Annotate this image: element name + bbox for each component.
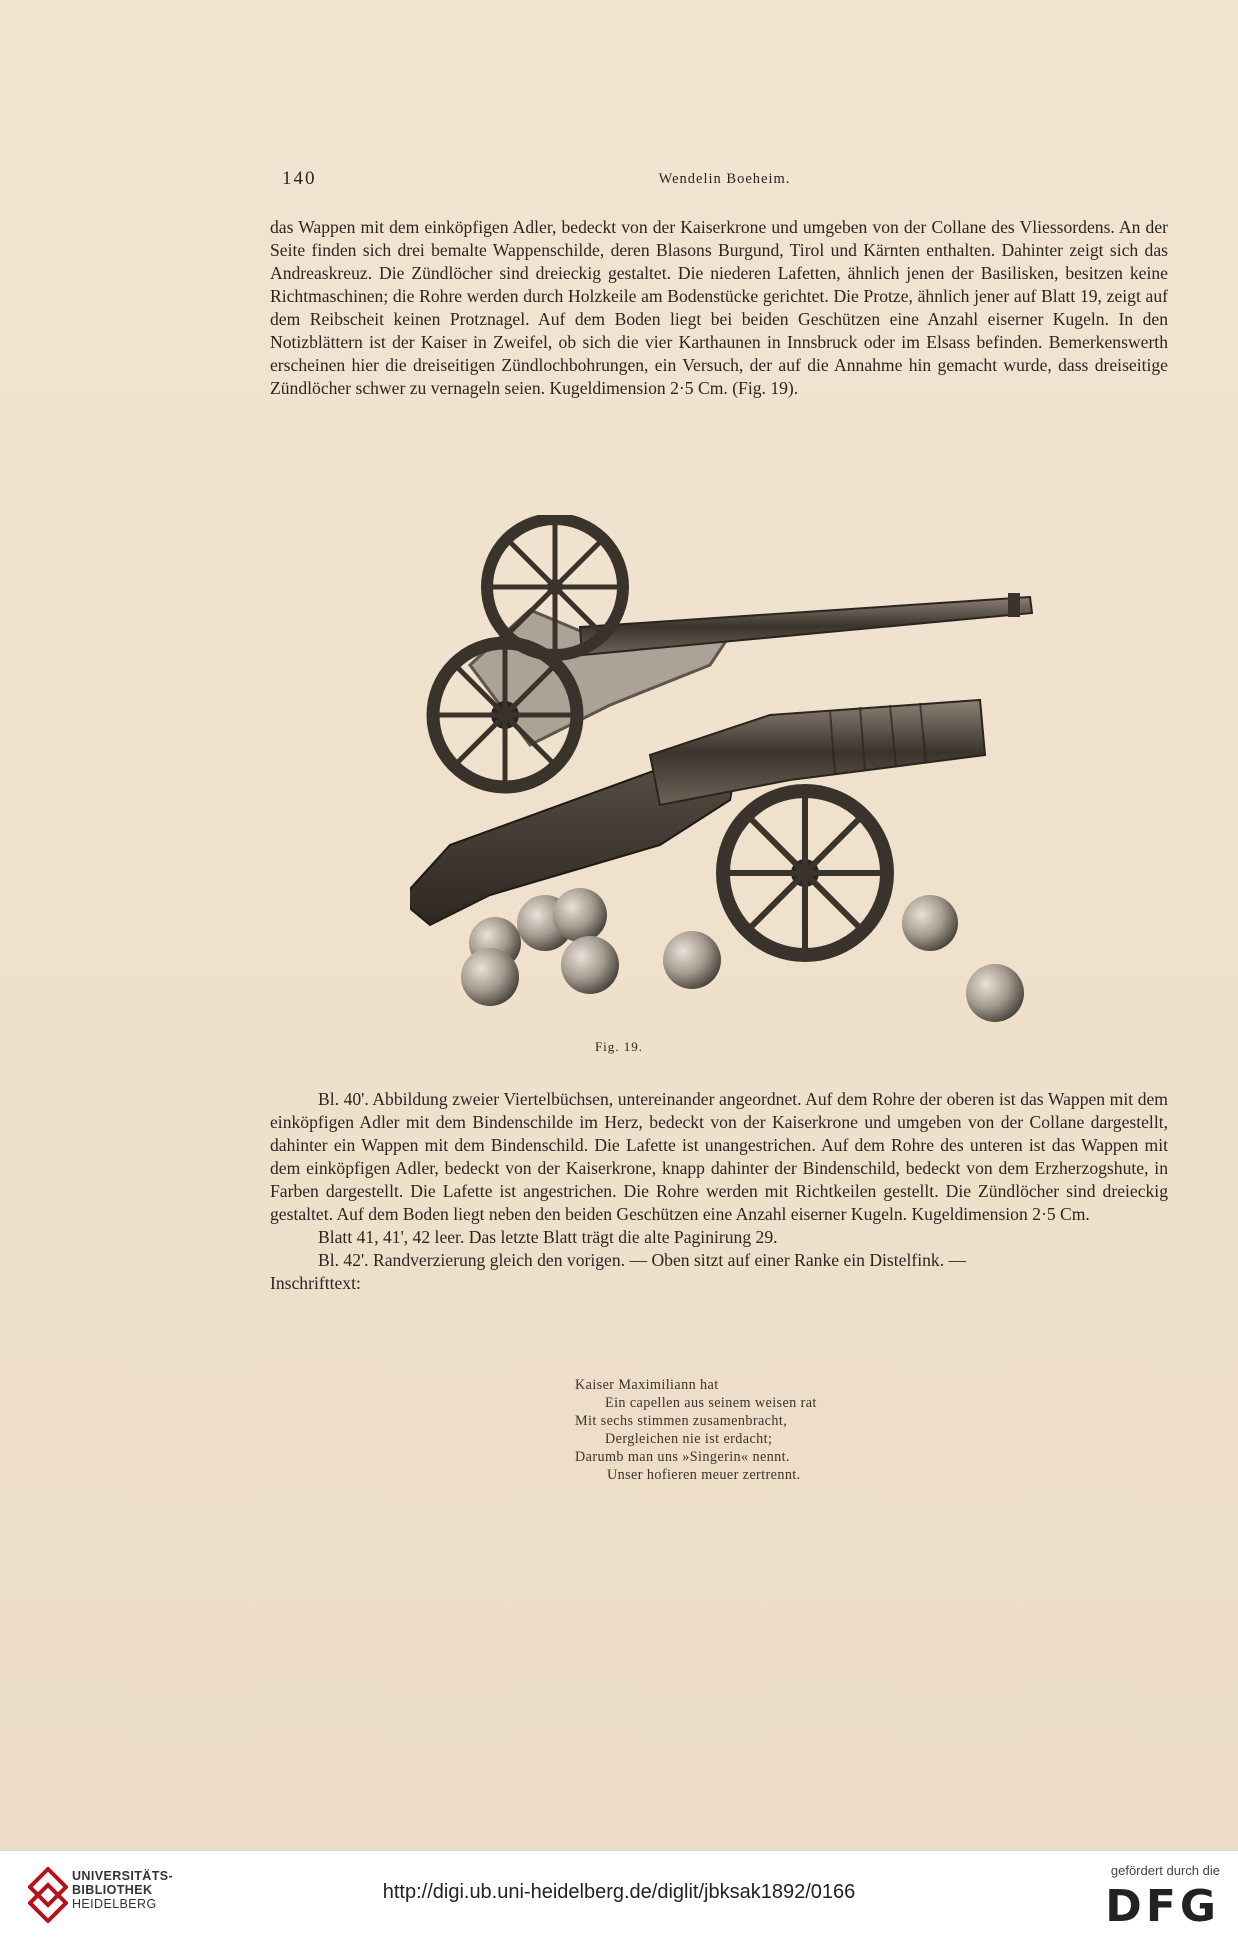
poem-line-5: Darumb man uns »Singerin« nennt.: [575, 1449, 790, 1465]
poem-line-6: Unser hofieren meuer zertrennt.: [607, 1467, 801, 1483]
library-line-1: UNIVERSITÄTS-: [72, 1869, 174, 1883]
figure-19-illustration: [410, 515, 1040, 1035]
poem-line-3: Mit sechs stimmen zusamenbracht,: [575, 1413, 788, 1429]
paragraph-1-text: das Wappen mit dem einköpfigen Adler, bedeckt von der Kaiserkrone und umgeben von der Collane des Vliessordens. An der Seite finden sich drei bemalte Wappenschilde, deren Blasons Burgund, Tirol und Kärnten enthalten. Dahinter zeigt sich das Andreaskreuz. Die Zündlöcher sind dreieckig gestaltet. Die niederen Lafetten, ähnlich jenen der Basilisken, besitzen keine Richtmaschinen; die Rohre werden durch Holzkeile am Bodenstücke gerichtet. Die Protze, ähnlich jener auf Blatt 19, zeigt auf dem Reibscheit keinen Protznagel. Auf dem Boden liegt bei beiden Geschützen eine Anzahl eiserner Kugeln. In den Notizblättern ist der Kaiser in Zweifel, ob sich die vier Karthaunen in Innsbruck oder im Elsass befinden. Bemerkenswerth erscheinen hier die dreiseitigen Zündlochbohrungen, ein Versuch, der auf die Annahme hin gemacht wurde, dass dreiseitige Zündlöcher schwer zu vernageln seien. Kugeldimension 2·5 Cm. (Fig. 19).: [270, 217, 1168, 398]
upper-front-wheel: [433, 643, 577, 787]
upper-barrel: [580, 597, 1032, 655]
library-line-2: BIBLIOTHEK: [72, 1883, 153, 1897]
bl-42-line: Bl. 42'. Randverzierung gleich den vorigen. — Oben sitzt auf einer Ranke ein Distelfink. —: [318, 1250, 967, 1270]
figure-caption: Fig. 19.: [594, 1039, 644, 1054]
cannons-engraving: [410, 515, 1040, 1035]
upper-rear-wheel: [487, 519, 623, 655]
viewer-footer: [0, 1850, 1238, 1940]
inschrifttext-label: Inschrifttext:: [270, 1273, 361, 1293]
dfg-funding-label: gefördert durch die: [1110, 1863, 1220, 1878]
paragraph-1: [270, 216, 1168, 400]
paragraph-2: [270, 1088, 1168, 1295]
permalink-url[interactable]: http://digi.ub.uni-heidelberg.de/diglit/jbksak1892/0166: [382, 1881, 856, 1903]
poem-line-4: Dergleichen nie ist erdacht;: [605, 1431, 773, 1447]
upper-muzzle: [1008, 593, 1020, 617]
running-title: Wendelin Boeheim.: [658, 171, 791, 187]
lower-wheel: [723, 791, 887, 955]
poem-line-1: Kaiser Maximiliann hat: [575, 1377, 719, 1393]
inscription-poem: [575, 1376, 935, 1484]
poem-line-2: Ein capellen aus seinem weisen rat: [605, 1395, 817, 1411]
blatt-41-line: Blatt 41, 41', 42 leer. Das letzte Blatt trägt die alte Paginirung 29.: [318, 1227, 778, 1247]
page-header: [282, 168, 1167, 192]
paragraph-2-text: Bl. 40'. Abbildung zweier Viertelbüchsen, untereinander angeordnet. Auf dem Rohre der oberen ist das Wappen mit dem einköpfigen Adler mit dem Bindenschilde im Herz, bedeckt von der Kaiserkrone und umgeben von der Collane dargestellt, dahinter ein Wappen mit dem Bindenschild. Die Lafette ist unangestrichen. Auf dem Rohre des unteren ist das Wappen mit dem einköpfigen Adler, bedeckt von der Kaiserkrone, knapp dahinter der Bindenschild, bedeckt von dem Erzherzogshute, in Farben dargestellt. Die Lafette ist angestrichen. Die Rohre werden mit Richtkeilen gestellt. Die Zündlöcher sind dreieckig gestaltet. Auf dem Boden liegt neben den beiden Geschützen eine Anzahl eiserner Kugeln. Kugeldimension 2·5 Cm.: [270, 1089, 1168, 1224]
cannon-balls: [461, 888, 1024, 1022]
library-line-3: HEIDELBERG: [72, 1897, 157, 1911]
page-number: 140: [282, 168, 317, 189]
dfg-logo[interactable]: DFG: [1105, 1881, 1220, 1932]
